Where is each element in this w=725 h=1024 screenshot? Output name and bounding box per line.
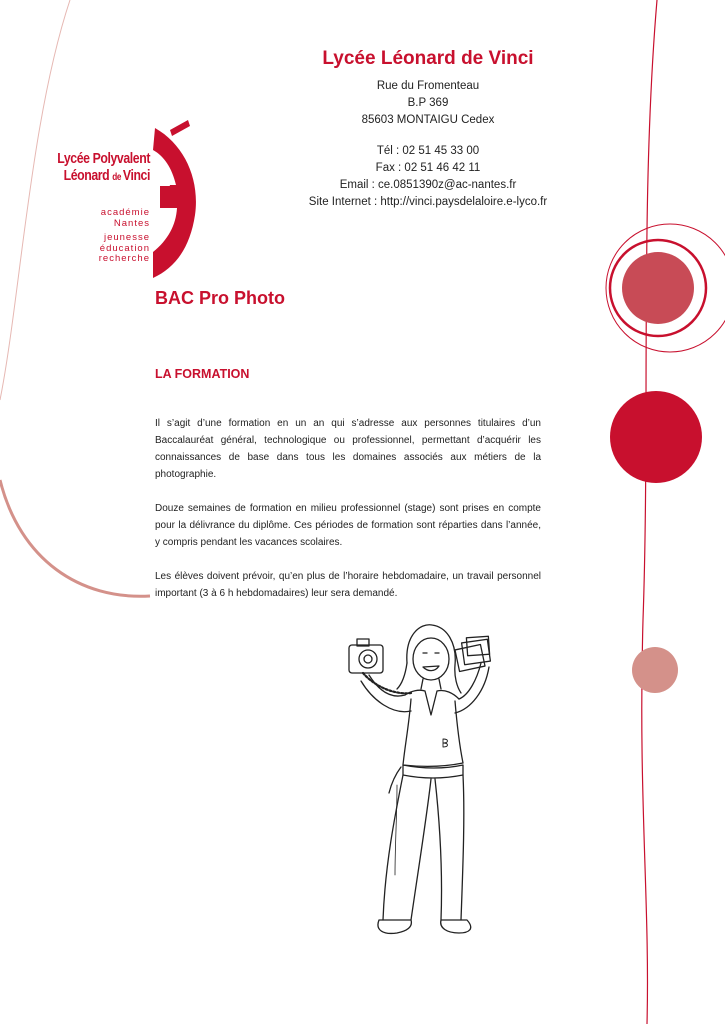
logo-school-name <box>45 150 150 186</box>
paragraph: Douze semaines de formation en milieu professionnel (stage) sont prises en compte pour la délivrance du diplôme. Ces périodes de formation sont réparties dans l’année, y compris pendant les vacances scolaires. <box>155 503 541 548</box>
logo-academie: académie Nantes jeunesse éducation recherche <box>98 207 150 264</box>
address-bp: B.P 369 <box>407 97 449 109</box>
paragraph: Il s’agit d’une formation en un an qui s’adresse aux personnes titulaires d’un Baccalauréat général, technologique ou professionnel, permettant d’acquérir les connaissances de base dans tous les domaines associés aux métiers de la photographie. <box>155 418 541 480</box>
body-text <box>155 415 541 619</box>
phone-number: Tél : 02 51 45 33 00 <box>376 145 480 157</box>
document-title: BAC Pro Photo <box>155 288 285 308</box>
email-address[interactable]: Email : ce.0851390z@ac-nantes.fr <box>339 179 517 191</box>
rose-circle <box>622 252 694 324</box>
girl-with-camera-illustration <box>335 615 515 945</box>
logo-name-line2: Léonard de Vinci <box>63 167 150 184</box>
website-url[interactable]: Site Internet : http://vinci.paysdelaloire.e-lyco.fr <box>308 196 548 208</box>
school-header <box>290 48 566 211</box>
address-city: 85603 MONTAIGU Cedex <box>361 114 495 126</box>
paragraph: Les élèves doivent prévoir, qu’en plus de l’horaire hebdomadaire, un travail personnel important (3 à 6 h hebdomadaires) leur sera demandé. <box>155 571 541 599</box>
school-name: Lycée Léonard de Vinci <box>322 48 534 69</box>
address-street: Rue du Fromenteau <box>376 80 480 92</box>
logo-name-line1: Lycée Polyvalent <box>57 150 150 167</box>
red-circle <box>610 391 702 483</box>
fax-number: Fax : 02 51 46 42 11 <box>375 162 481 174</box>
section-heading: LA FORMATION <box>155 367 250 381</box>
salmon-circle <box>632 647 678 693</box>
